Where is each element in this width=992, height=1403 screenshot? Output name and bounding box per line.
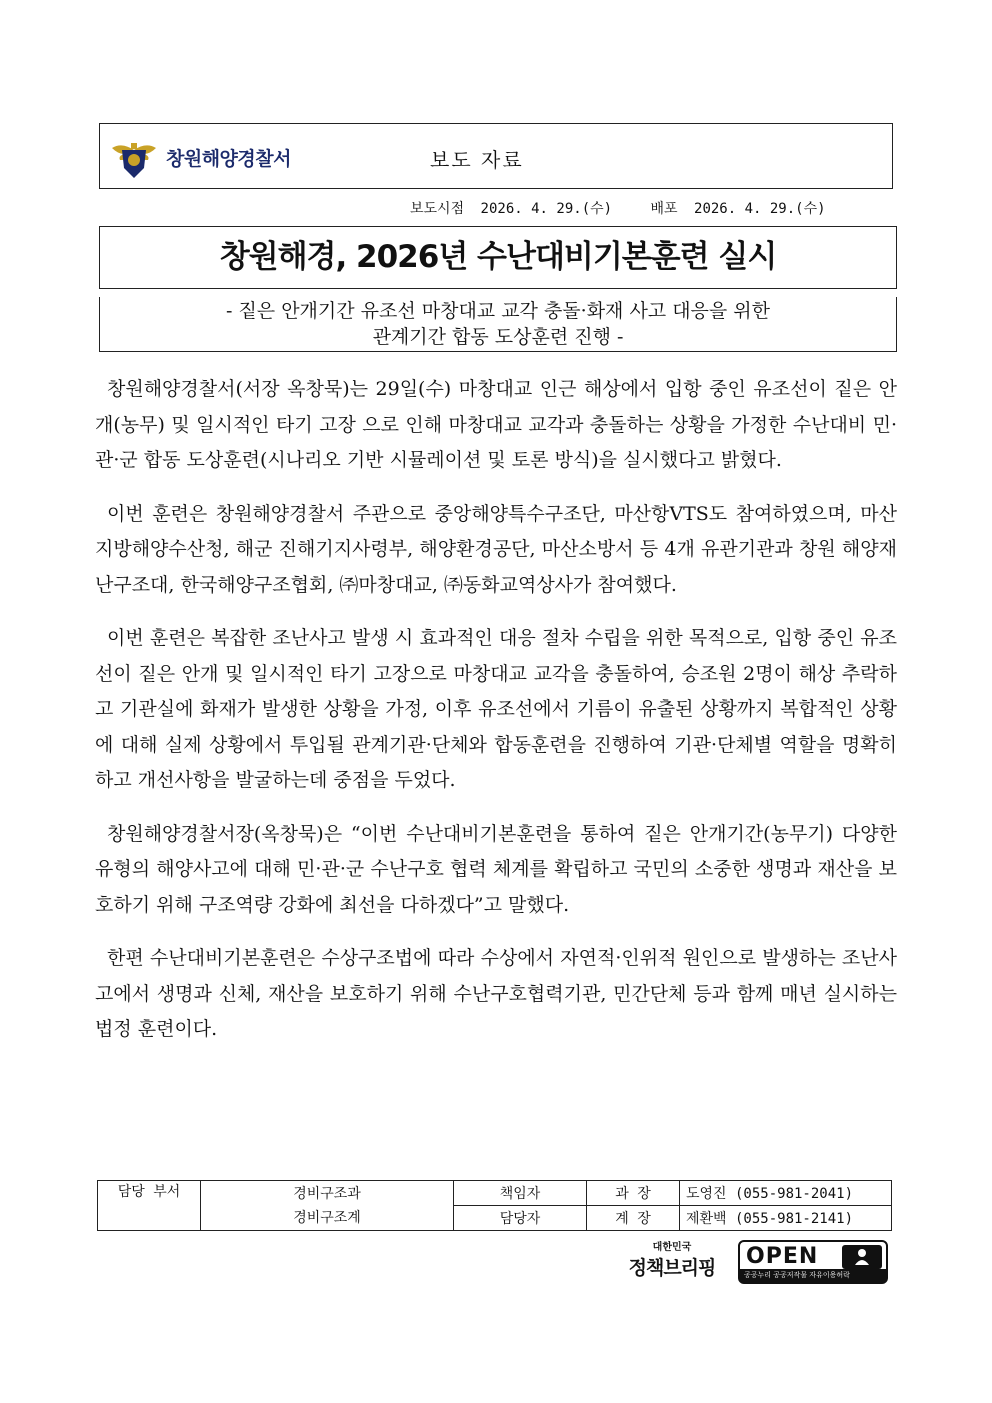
team-name-1: 경비구조과 bbox=[293, 1185, 361, 1202]
table-row bbox=[98, 1181, 892, 1206]
position-1: 과 장 bbox=[587, 1181, 680, 1206]
policy-logo-text: 정책브리핑 bbox=[628, 1257, 716, 1279]
article-body bbox=[95, 372, 897, 1066]
page-title: 창원해경, 2026년 수난대비기본훈련 실시 bbox=[219, 239, 777, 275]
policy-briefing-logo bbox=[612, 1238, 732, 1286]
dept-teams bbox=[201, 1181, 454, 1231]
org-name: 창원해양경찰서 bbox=[166, 148, 291, 170]
paragraph-1: 창원해양경찰서(서장 옥창묵)는 29일(수) 마창대교 인근 해상에서 입항 중인 유조선이 짙은 안개(농무) 및 일시적인 타기 고장 으로 인해 마창대교 교각과 충돌하는 상황을 가정한 수난대비 민·관·군 합동 도상훈련(시나리오 기반 시뮬레이션 및 토론 방식)을 실시했다고 밝혔다. bbox=[95, 378, 897, 471]
person-1: 도영진 (055-981-2041) bbox=[680, 1181, 892, 1206]
contact-table bbox=[97, 1180, 892, 1231]
position-2: 계 장 bbox=[587, 1206, 680, 1231]
press-header bbox=[99, 123, 893, 189]
title-box bbox=[99, 226, 897, 289]
subtitle bbox=[100, 297, 896, 350]
paragraph-2: 이번 훈련은 창원해양경찰서 주관으로 중앙해양특수구조단, 마산항VTS도 참여하였으며, 마산지방해양수산청, 해군 진해기지사령부, 해양환경공단, 마산소방서 등 4개 유관기관과 창원 해양재난구조대, 한국해양구조협회, ㈜마창대교, ㈜동화교역상사가 참여했다. bbox=[95, 502, 897, 596]
subtitle-line-2: 관계기간 합동 도상훈련 진행 - bbox=[372, 326, 624, 348]
distribution-date: 2026. 4. 29.(수) bbox=[694, 201, 826, 217]
paragraph-4: 창원해양경찰서장(옥창묵)은 “이번 수난대비기본훈련을 통하여 짙은 안개기간(농무기) 다양한 유형의 해양사고에 대해 민·관·군 수난구호 협력 체계를 확립하고 국민의 소중한 생명과 재산을 보호하기 위해 구조역량 강화에 최선을 다하겠다”고 말했다. bbox=[95, 822, 897, 916]
report-time-label: 보도시점 bbox=[410, 201, 465, 217]
team-name-2: 경비구조계 bbox=[293, 1209, 361, 1226]
paragraph-5: 한편 수난대비기본훈련은 수상구조법에 따라 수상에서 자연적·인위적 원인으로 발생하는 조난사고에서 생명과 신체, 재산을 보호하기 위해 수난구호협력기관, 민간단체 등과 함께 매년 실시하는 법정 훈련이다. bbox=[95, 947, 897, 1040]
coast-guard-emblem-icon bbox=[110, 134, 158, 182]
release-dates bbox=[410, 198, 834, 218]
paragraph-3: 이번 훈련은 복잡한 조난사고 발생 시 효과적인 대응 절차 수립을 위한 목적으로, 입항 중인 유조선이 짙은 안개 및 일시적인 타기 고장으로 마창대교 교각을 충돌하여, 승조원 2명이 해상 추락하고 기관실에 화재가 발생한 상황을 가정, 이후 유조선에서 기름이 유출된 상황까지 복합적인 상황에 대해 실제 상황에서 투입될 관계기관·단체와 합동훈련을 진행하여 기관·단체별 역할을 명확히하고 개선사항을 발굴하는데 중점을 두었다. bbox=[95, 627, 897, 791]
doc-type: 보도 자료 bbox=[430, 148, 524, 172]
subtitle-line-1: - 짙은 안개기간 유조선 마창대교 교각 충돌·화재 사고 대응을 위한 bbox=[225, 300, 771, 322]
dept-label: 담당 부서 bbox=[98, 1181, 201, 1231]
open-license-logo bbox=[738, 1240, 888, 1284]
open-license-caption: 공공누리 공공저작물 자유이용허락 bbox=[740, 1269, 886, 1282]
role-2: 담당자 bbox=[454, 1206, 587, 1231]
policy-logo-small-text: 대한민국 bbox=[652, 1242, 692, 1253]
subtitle-box bbox=[99, 297, 897, 352]
attribution-badge-icon bbox=[842, 1245, 882, 1269]
footer-logos bbox=[612, 1238, 892, 1286]
open-logo-text: OPEN bbox=[746, 1244, 819, 1269]
distribution-label: 배포 bbox=[650, 201, 678, 217]
report-date: 2026. 4. 29.(수) bbox=[480, 201, 613, 217]
person-2: 제환백 (055-981-2141) bbox=[680, 1206, 892, 1231]
role-1: 책임자 bbox=[454, 1181, 587, 1206]
person-icon bbox=[842, 1245, 882, 1269]
